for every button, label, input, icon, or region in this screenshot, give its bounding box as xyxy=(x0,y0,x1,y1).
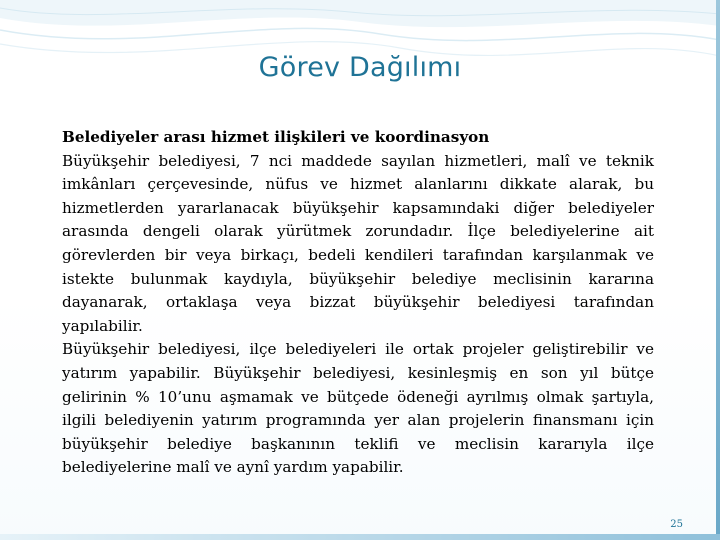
page-number: 25 xyxy=(670,519,683,530)
section-heading: Belediyeler arası hizmet ilişkileri ve koordinasyon xyxy=(62,128,490,146)
paragraph-2: Büyükşehir belediyesi, ilçe belediyeleri ile ortak projeler geliştirebilir ve yatırım yapabilir. Büyükşehir belediyesi, kesinleşmiş en son yıl bütçe gelirinin % 10’unu aşmamak ve bütçede ödeneği ayrılmış olmak şartıyla, ilgili belediyenin yatırım programında yer alan projelerin finansmanı için büyükşehir belediye başkanının teklifi ve meclisin kararıyla ilçe belediyelerine malî ve aynî yardım yapabilir. xyxy=(62,340,654,477)
paragraph-1: Büyükşehir belediyesi, 7 nci maddede sayılan hizmetleri, malî ve teknik imkânları çerçevesinde, nüfus ve hizmet alanlarını dikkate alarak, bu hizmetlerden yararlanacak büyükşehir kapsamındaki diğer belediyeler arasında dengeli olarak yürütmek zorundadır. İlçe belediyelerine ait görevlerden bir veya birkaçı, bedeli kendileri tarafından karşılanmak ve istekte bulunmak kaydıyla, büyükşehir belediye meclisinin kararına dayanarak, ortaklaşa veya bizzat büyükşehir belediyesi tarafından yapılabilir. xyxy=(62,151,654,335)
slide-title: Görev Dağılımı xyxy=(258,52,462,83)
bottom-accent-bar xyxy=(0,534,720,540)
slide-body xyxy=(62,126,654,480)
